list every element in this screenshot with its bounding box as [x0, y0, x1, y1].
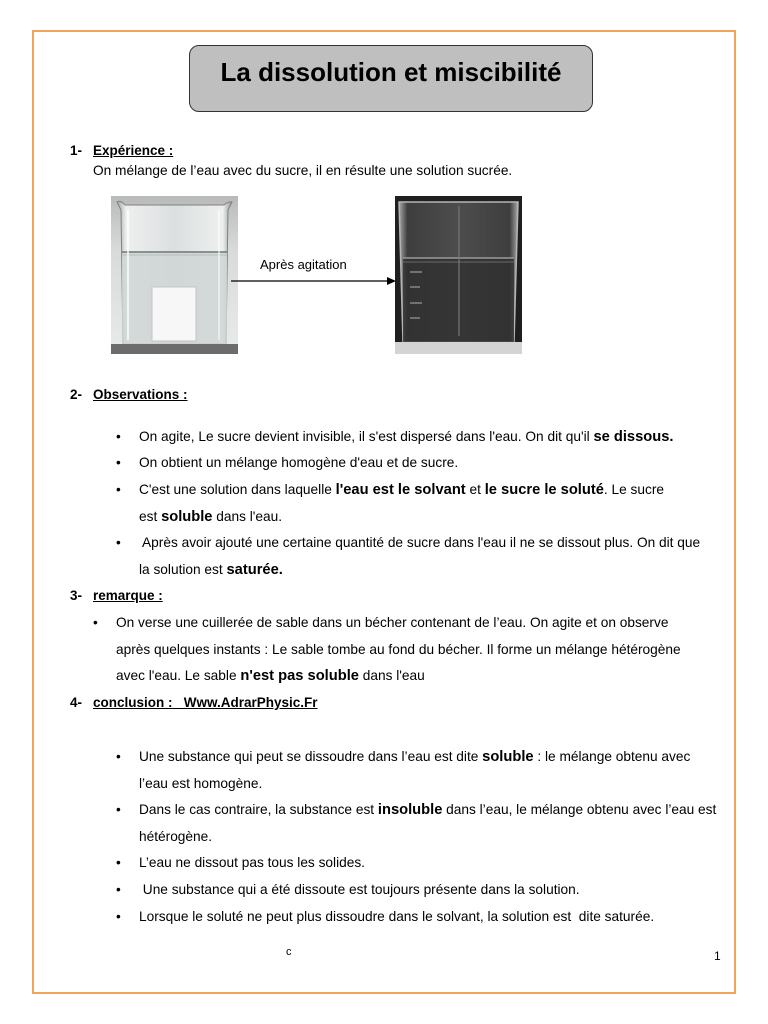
- conclusion-item-1-key-term: soluble: [482, 749, 534, 765]
- conclusion-item-2-key-term: insoluble: [377, 802, 443, 818]
- remark-text: après quelques instants : Le sable tombe au fond du bécher. Il forme un mélange hétérogène: [116, 642, 681, 657]
- observation-item-3-text: et: [465, 482, 485, 497]
- table-surface: [395, 342, 522, 354]
- remark-item-line-3: [116, 667, 425, 685]
- remark-item-line-1: [116, 614, 668, 632]
- conclusion-item-1-line-1: [139, 748, 690, 766]
- arrow-head: [387, 277, 396, 285]
- experience-description: On mélange de l’eau avec du sucre, il en résulte une solution sucrée.: [93, 163, 513, 178]
- section-2-number: 2-: [70, 387, 83, 402]
- observation-item-3-line-2: [139, 508, 282, 526]
- section-3-number: 3-: [70, 588, 83, 603]
- section-3-heading: remarque :: [93, 588, 163, 603]
- conclusion-item-2-text: hétérogène.: [139, 829, 213, 844]
- remark-text: On verse une cuillerée de sable dans un bécher contenant de l’eau. On agite et on observe: [116, 615, 669, 630]
- section-4-number: 4-: [70, 695, 83, 710]
- footer-mark: c: [286, 946, 292, 958]
- observation-item-4-key-term: saturée.: [226, 562, 283, 578]
- observation-item-3-text: C'est une solution dans laquelle: [139, 482, 336, 497]
- observation-item-1-text: On agite, Le sucre devient invisible, il s'est dispersé dans l'eau. On dit qu'il: [139, 429, 594, 444]
- conclusion-item-4: [139, 881, 580, 899]
- observation-item-3-line-1: [139, 481, 664, 499]
- conclusion-item-1-text: Une substance qui peut se dissoudre dans l’eau est dite: [139, 749, 483, 764]
- observation-item-3-key-term-solute: le sucre le soluté: [484, 482, 604, 498]
- section-1-number: 1-: [70, 143, 83, 158]
- arrow-label: Après agitation: [260, 257, 347, 272]
- section-1-heading: Expérience :: [93, 143, 174, 158]
- remark-item-line-2: [116, 641, 681, 659]
- remark-text: avec l'eau. Le sable: [116, 668, 241, 683]
- remark-key-term: n'est pas soluble: [240, 668, 359, 684]
- observation-item-4-text: la solution est: [139, 562, 227, 577]
- conclusion-item-4-text: Une substance qui a été dissoute est toujours présente dans la solution.: [139, 882, 580, 897]
- conclusion-item-3-text: L’eau ne dissout pas tous les solides.: [139, 855, 365, 870]
- page-number: 1: [714, 949, 721, 963]
- title-box: [189, 45, 593, 112]
- observation-item-3-text: est: [139, 509, 162, 524]
- conclusion-item-1-text: l’eau est homogène.: [139, 776, 263, 791]
- observation-item-4-line-1: [139, 534, 700, 552]
- observation-item-2-text: On obtient un mélange homogène d'eau et de sucre.: [139, 455, 459, 470]
- observation-item-3-text: . Le sucre: [603, 482, 665, 497]
- remark-text: dans l'eau: [358, 668, 425, 683]
- conclusion-item-2-line-1: [139, 801, 716, 819]
- sugar-cube: [152, 287, 196, 341]
- observation-item-3-text: dans l'eau.: [212, 509, 283, 524]
- beaker-after-image: [395, 196, 522, 354]
- beaker-before-image: [111, 196, 238, 354]
- observation-item-4-text: Après avoir ajouté une certaine quantité de sucre dans l'eau il ne se dissout plus. On dit que: [139, 535, 701, 550]
- observation-item-1: [139, 428, 673, 446]
- conclusion-item-1-text: : le mélange obtenu avec: [533, 749, 691, 764]
- conclusion-item-1-line-2: [139, 775, 262, 793]
- conclusion-item-2-line-2: [139, 828, 212, 846]
- observation-item-3-key-term-soluble: soluble: [161, 509, 213, 525]
- arrow-right-icon: [229, 274, 399, 288]
- section-2-heading: Observations :: [93, 387, 188, 402]
- table-surface: [111, 344, 238, 354]
- observation-item-3-key-term-solvent: l'eau est le solvant: [335, 482, 466, 498]
- conclusion-item-3: [139, 854, 365, 872]
- observation-item-1-key-term: se dissous.: [593, 429, 674, 445]
- conclusion-item-2-text: dans l’eau, le mélange obtenu avec l’eau est: [442, 802, 717, 817]
- section-4-heading: conclusion : Www.AdrarPhysic.Fr: [93, 695, 318, 710]
- page-title: La dissolution et miscibilité: [220, 57, 562, 87]
- conclusion-item-2-text: Dans le cas contraire, la substance est: [139, 802, 378, 817]
- conclusion-item-5: [139, 908, 654, 926]
- observation-item-2: [139, 454, 458, 472]
- conclusion-item-5-text: Lorsque le soluté ne peut plus dissoudre dans le solvant, la solution est dite saturée.: [139, 909, 655, 924]
- observation-item-4-line-2: [139, 561, 283, 579]
